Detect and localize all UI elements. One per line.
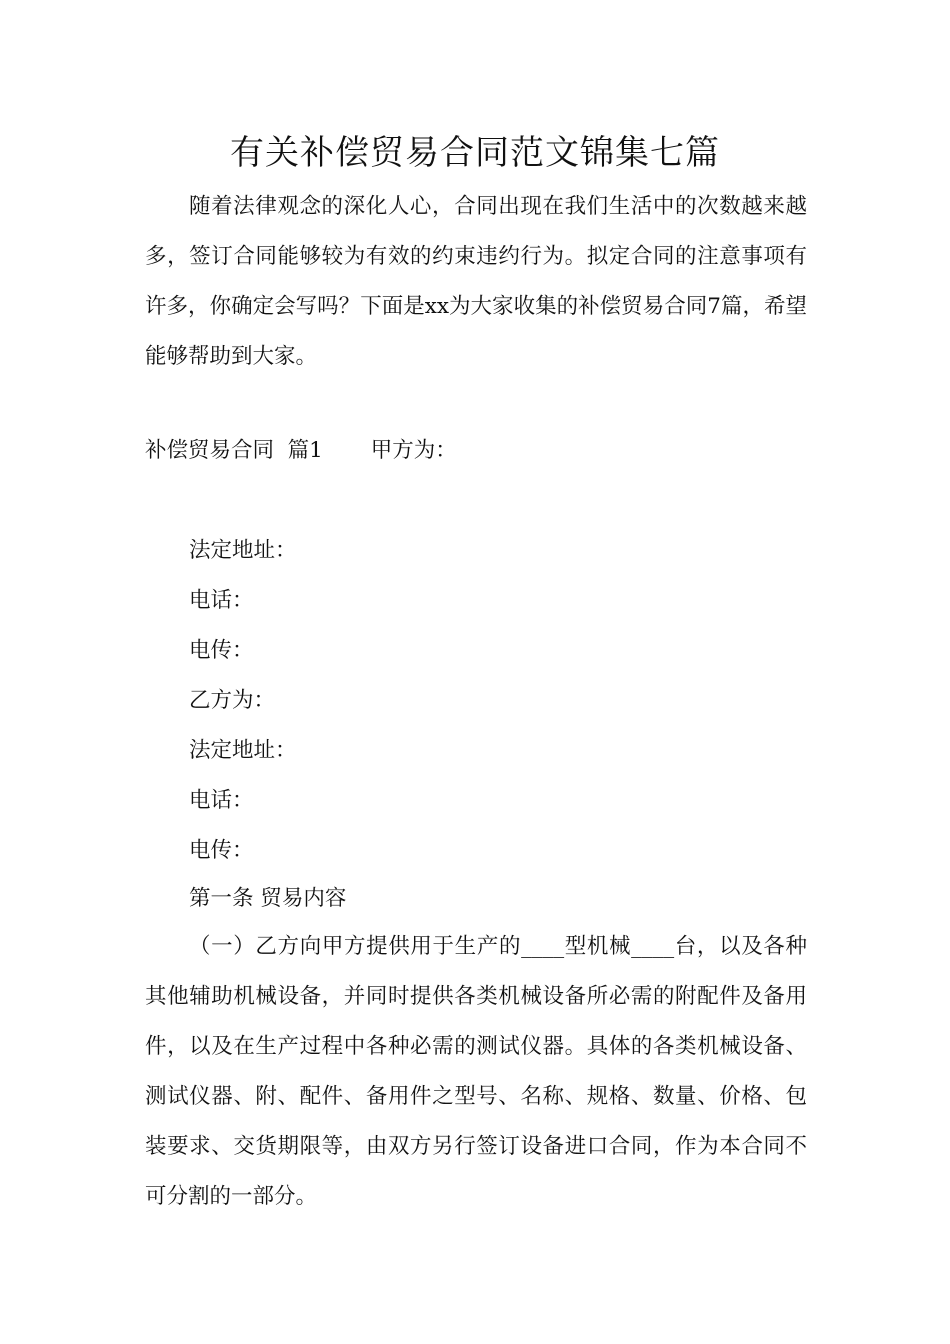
intro-paragraph: 随着法律观念的深化人心，合同出现在我们生活中的次数越来越多，签订合同能够较为有效的约束违约行为。拟定合同的注意事项有许多，你确定会写吗？下面是xx为大家收集的补偿贸易合同7篇，希望能够帮助到大家。	[145, 194, 807, 369]
party-a-fax-label: 电传：	[189, 638, 254, 663]
section-heading: 补偿贸易合同 篇1 甲方为：	[145, 438, 457, 463]
article-1-heading: 第一条 贸易内容	[189, 886, 347, 911]
party-a-phone-label: 电话：	[189, 588, 254, 613]
document-title: 有关补偿贸易合同范文锦集七篇	[230, 133, 720, 173]
article-1-clause-1: （一）乙方向甲方提供用于生产的____型机械____台，以及各种其他辅助机械设备，并同时提供各类机械设备所必需的附配件及备用件，以及在生产过程中各种必需的测试仪器。具体的各类机械设备、测试仪器、附、配件、备用件之型号、名称、规格、数量、价格、包装要求、交货期限等，由双方另行签订设备进口合同，作为本合同不可分割的一部分。	[145, 934, 807, 1209]
party-b-label: 乙方为：	[189, 688, 276, 713]
party-b-phone-label: 电话：	[189, 788, 254, 813]
party-a-address-label: 法定地址：	[189, 538, 297, 563]
party-b-fax-label: 电传：	[189, 838, 254, 863]
party-b-address-label: 法定地址：	[189, 738, 297, 763]
